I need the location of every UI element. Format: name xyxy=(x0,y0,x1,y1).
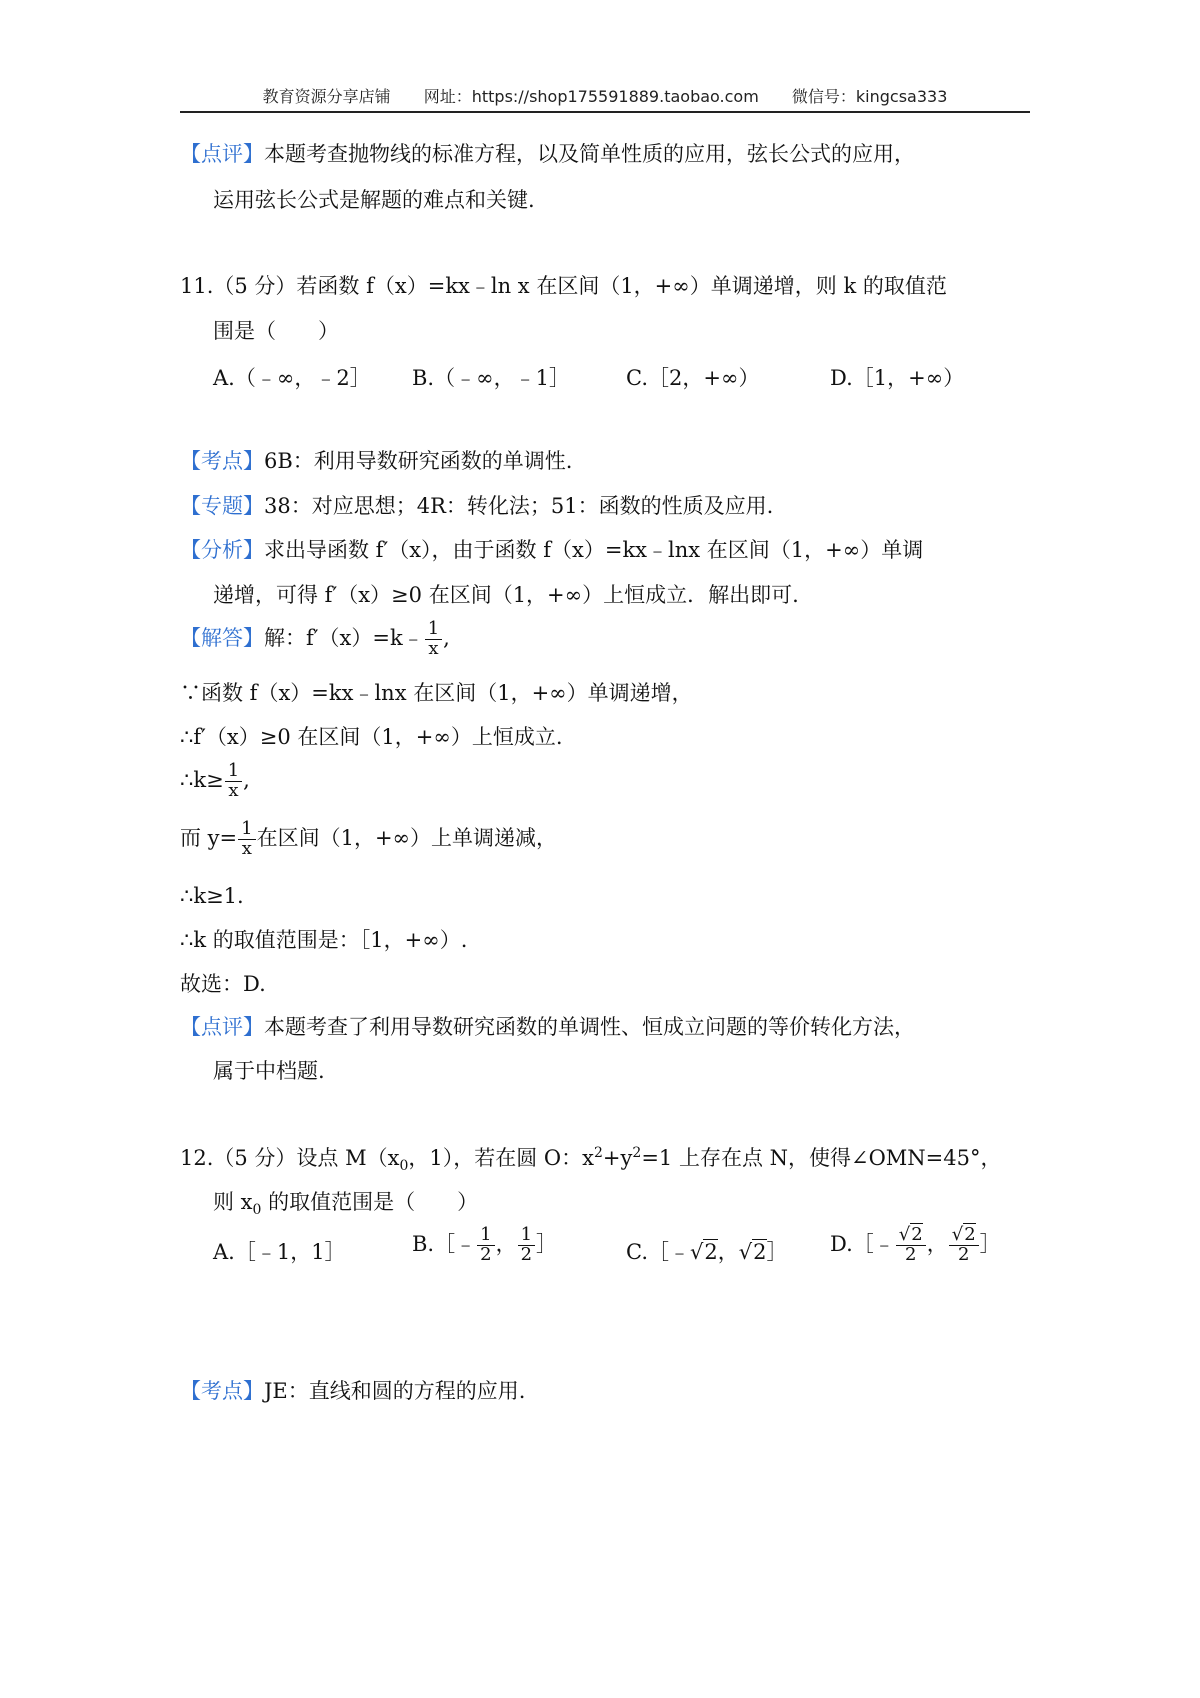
zhuanti-text: 38：对应思想；4R：转化法；51：函数的性质及应用. xyxy=(264,494,774,518)
frac-den: 2 xyxy=(957,1243,970,1265)
fraction-1-over-x xyxy=(425,620,442,659)
q12-kaodian xyxy=(180,1378,525,1405)
jieda-pre: 解：f′（x）=k﹣ xyxy=(264,625,424,650)
frac-den: x xyxy=(241,837,252,859)
frac-den: x xyxy=(228,779,239,801)
top-review-line2: 运用弦长公式是解题的难点和关键. xyxy=(213,188,535,212)
q11-step7: 故选：D. xyxy=(180,972,266,996)
fenxi-tag: 【分析】 xyxy=(180,538,264,562)
optc-pre: C.［﹣ xyxy=(626,1240,690,1264)
q12-option-a: A.［﹣1，1］ xyxy=(213,1240,346,1264)
q12-stem-mid: ，1），若在圆 O：x xyxy=(408,1146,594,1170)
q12-stem-mid2: +y xyxy=(602,1146,633,1170)
optd-post: ］ xyxy=(979,1231,1001,1256)
q12-sub0: 0 xyxy=(399,1158,409,1175)
step3-post: , xyxy=(243,767,250,792)
frac-num: 1 xyxy=(477,1226,494,1246)
top-review-line1 xyxy=(180,141,915,168)
sqrt-radicand: 2 xyxy=(964,1224,976,1245)
fenxi-text-1: 求出导函数 f′（x），由于函数 f（x）=kx﹣lnx 在区间（1，+∞）单调 xyxy=(264,538,924,562)
frac-num: 1 xyxy=(238,820,255,840)
q11-dianping-line1 xyxy=(180,1014,915,1041)
step3-pre: ∴k≥ xyxy=(180,767,224,792)
sqrt-radicand: 2 xyxy=(911,1224,923,1245)
kaodian-tag: 【考点】 xyxy=(180,449,264,473)
q12-option-d xyxy=(830,1226,1001,1265)
optc-sep: ， xyxy=(717,1240,739,1264)
q11-kaodian xyxy=(180,448,572,475)
zhuanti-tag: 【专题】 xyxy=(180,494,264,518)
review-text-1: 本题考查抛物线的标准方程，以及简单性质的应用，弦长公式的应用， xyxy=(264,142,915,166)
q12-sup2: 2 xyxy=(632,1145,642,1161)
sqrt-radicand: 2 xyxy=(753,1240,767,1264)
optc-post: ］ xyxy=(766,1240,788,1264)
frac-num: 1 xyxy=(425,620,442,640)
step4-post: 在区间（1，+∞）上单调递减， xyxy=(256,825,558,850)
fraction-1-over-2 xyxy=(477,1226,494,1265)
frac-den: 2 xyxy=(480,1243,492,1265)
jieda-post: , xyxy=(443,625,450,650)
q11-stem-line2: 围是（ ） xyxy=(213,319,339,343)
frac-den: 2 xyxy=(905,1243,917,1265)
q12-stem2-post: 的取值范围是（ ） xyxy=(261,1190,479,1214)
frac-den: x xyxy=(428,637,439,659)
kaodian-text: JE：直线和圆的方程的应用. xyxy=(264,1379,526,1403)
jieda-tag: 【解答】 xyxy=(180,625,264,650)
q11-step6: ∴k 的取值范围是：［1，+∞）. xyxy=(180,928,468,952)
fraction-1-over-2 xyxy=(518,1226,535,1265)
q11-stem-line1: 11.（5 分）若函数 f（x）=kx﹣ln x 在区间（1，+∞）单调递增，则 k 的取值范 xyxy=(180,274,947,298)
q11-jieda xyxy=(180,620,450,659)
q11-step3 xyxy=(180,762,250,801)
header-url: 网址：https://shop175591889.taobao.com xyxy=(423,87,759,106)
q11-fenxi-line2: 递增，可得 f′（x）≥0 在区间（1，+∞）上恒成立．解出即可. xyxy=(213,583,799,607)
q12-stem2-pre: 则 x xyxy=(213,1190,253,1214)
review-tag: 【点评】 xyxy=(180,142,264,166)
q12-stem-line2 xyxy=(213,1189,478,1219)
kaodian-text: 6B：利用导数研究函数的单调性. xyxy=(264,449,573,473)
dianping-text-1: 本题考查了利用导数研究函数的单调性、恒成立问题的等价转化方法， xyxy=(264,1015,915,1039)
dianping-tag: 【点评】 xyxy=(180,1015,264,1039)
q11-fenxi-line1 xyxy=(180,537,923,564)
q12-stem2-sub: 0 xyxy=(252,1202,262,1219)
fraction-1-over-x xyxy=(238,820,255,859)
frac-den: 2 xyxy=(520,1243,533,1265)
frac-num: √2 xyxy=(949,1226,979,1246)
header-wechat: 微信号：kingcsa333 xyxy=(791,87,948,106)
frac-num: 1 xyxy=(518,1226,535,1246)
page-header xyxy=(180,84,1030,112)
q12-option-c xyxy=(626,1236,788,1266)
sqrt-symbol: √ xyxy=(690,1240,704,1264)
q11-zhuanti xyxy=(180,493,773,520)
optb-sep: ， xyxy=(495,1231,517,1256)
fraction-sqrt2-over-2 xyxy=(896,1226,926,1265)
header-shop: 教育资源分享店铺 xyxy=(262,87,391,106)
fraction-sqrt2-over-2 xyxy=(949,1226,979,1265)
q11-step4 xyxy=(180,820,557,859)
q11-step5: ∴k≥1. xyxy=(180,884,244,908)
q11-option-b: B.（﹣∞，﹣1］ xyxy=(412,366,570,390)
fraction-1-over-x xyxy=(225,762,242,801)
header-divider xyxy=(180,111,1030,113)
q12-stem-pre: 12.（5 分）设点 M（x xyxy=(180,1146,400,1170)
sqrt-symbol: √ xyxy=(738,1240,753,1264)
q11-step2: ∴f′（x）≥0 在区间（1，+∞）上恒成立. xyxy=(180,725,563,749)
optb-pre: B.［﹣ xyxy=(412,1231,477,1256)
optd-pre: D.［﹣ xyxy=(830,1231,895,1256)
sqrt-radicand: 2 xyxy=(704,1240,718,1264)
q11-option-c: C.［2，+∞） xyxy=(626,366,760,390)
kaodian-tag: 【考点】 xyxy=(180,1379,264,1403)
optb-post: ］ xyxy=(536,1231,558,1256)
frac-num: 1 xyxy=(225,762,242,782)
q12-option-b xyxy=(412,1226,557,1265)
optd-sep: ， xyxy=(926,1231,948,1256)
q11-step1: ∵函数 f（x）=kx﹣lnx 在区间（1，+∞）单调递增， xyxy=(180,681,693,705)
step4-pre: 而 y= xyxy=(180,825,238,850)
frac-num: √2 xyxy=(896,1226,926,1246)
q12-stem-post: =1 上存在点 N，使得∠OMN=45°， xyxy=(641,1146,1002,1170)
q11-option-d: D.［1，+∞） xyxy=(830,366,965,390)
q11-option-a: A.（﹣∞，﹣2］ xyxy=(213,366,371,390)
q12-stem-line1 xyxy=(180,1144,1002,1175)
q12-sup: 2 xyxy=(594,1145,603,1161)
q11-dianping-line2: 属于中档题. xyxy=(213,1059,325,1083)
